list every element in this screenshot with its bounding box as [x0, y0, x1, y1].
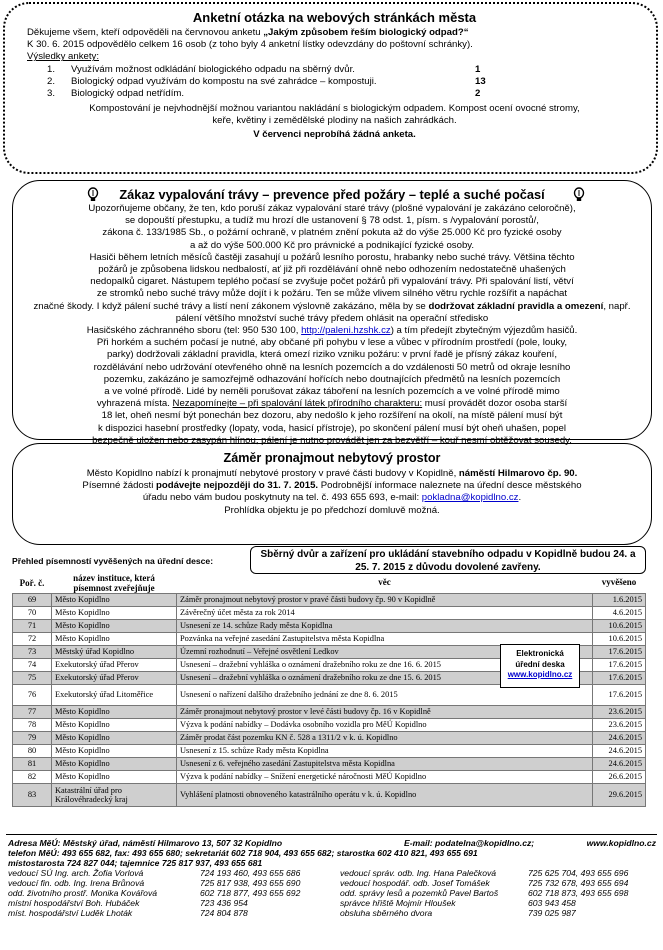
lease-line-2: Písemné žádosti podávejte nejpozději do 31. 7. 2015. Podrobnější informace naleznete na úřední desce městského	[82, 480, 582, 492]
fire-line: parky) dodržovali základní pravidla, která omezí riziko vzniku požáru: v první řadě je přísný zákaz kouření,	[106, 349, 558, 361]
survey-intro: Děkujeme všem, kteří odpověděli na červnovou anketu „Jakým způsobem řeším biologický odpad?“	[27, 27, 469, 38]
table-row: 81 Město Kopidlno Usnesení z 6. veřejného zasedání Zastupitelstva města Kopidlna 24.6.2015	[13, 758, 646, 771]
paleni-link[interactable]: http://paleni.hzshk.cz	[301, 325, 391, 337]
col-thing-header: věc	[378, 577, 391, 588]
table-row: 71 Město Kopidlno Usnesení ze 14. schůze Rady města Kopidlna 10.6.2015	[13, 620, 646, 633]
footer-deputy: místostarosta 724 827 044; tajemnice 725 817 937, 493 655 681	[8, 858, 263, 868]
col-inst-header: název instituce, která písemnost zveřejňuje	[73, 573, 155, 593]
fire-line: se dopouští přestupku, a tudíž mu hrozí dle ustanovení § 78 odst. 1, písm. s /vypalování porostů/,	[125, 215, 539, 227]
table-row: 74 Exekutorský úřad Přerov Usnesení – dražební vyhláška o oznámení dražebního roku ze dne 16. 6. 2015 17.6.2015	[13, 659, 646, 672]
survey-results	[27, 64, 642, 100]
table-row: 82 Město Kopidlno Výzva k podání nabídky – Snížení energetické náročnosti MěÚ Kopidlno 26.6.2015	[13, 771, 646, 784]
table-row: 76 Exekutorský úřad Litoměřice Usnesení o nařízení dalšího dražebního jednání ze dne 8. 6. 2015 17.6.2015	[13, 685, 646, 706]
table-row: 80 Město Kopidlno Usnesení z 15. schůze Rady města Kopidlna 24.6.2015	[13, 745, 646, 758]
footer-contacts	[8, 868, 656, 918]
board-label-1: Elektronická	[516, 649, 564, 658]
table-header-row	[13, 573, 646, 594]
table-row: 70 Město Kopidlno Závěrečný účet města za rok 2014 4.6.2015	[13, 607, 646, 620]
survey-summary-2: keře, květiny i zemědělské plodiny na našich zahrádkách.	[212, 114, 457, 126]
table-row: 72 Město Kopidlno Pozvánka na veřejné zasedání Zastupitelstva města Kopidlna 10.6.2015	[13, 633, 646, 646]
board-link[interactable]: www.kopidlno.cz	[507, 670, 573, 679]
fire-line: Hasiči během letních měsíců častěji zasahují u požárů lesního porostu, hrabanky nebo suché trávy. Většina těchto	[89, 251, 575, 263]
footer-email[interactable]: E-mail: podatelna@kopidlno.cz;	[404, 838, 535, 848]
footer	[8, 838, 656, 868]
table-row: 69 Město Kopidlno Záměr pronajmout nebytový prostor v pravé části budovy čp. 90 v Kopidlně 1.6.2015	[13, 594, 646, 607]
survey-results-label: Výsledky ankety:	[27, 51, 99, 63]
notices-heading: Přehled písemností vyvěšených na úřední desce:	[12, 556, 214, 566]
fire-line: a ve volné přírodě. Lidé by neměli porušovat zákaz táboření na lesních pozemcích a ve volné přírodě mimo	[104, 386, 560, 398]
col-num-header: Poř. č.	[19, 578, 45, 588]
fire-line: požárů je způsobena lidskou nedbalostí, ať již při rozdělávání ohně nebo odhozením nedostatečně uhašených	[98, 264, 566, 276]
fire-warning-line: vyhrazená místa. Nezapomínejte – při spalování látek přírodního charakteru: musí provádět dozor osoba starší	[96, 398, 568, 410]
fire-hzs-line: Hasičského záchranného sboru (tel: 950 530 100, http://paleni.hzshk.cz) a tím předejít zbytečným výjezdům hasičů.	[86, 325, 578, 337]
lightbulb-icon	[87, 187, 99, 208]
survey-result-item: 3. Biologický odpad netřídím. 2	[47, 87, 481, 99]
fire-line: nedopalků cigaret. Nástupem teplého počasí se zvyšuje počet požárů při vypalování trávy. Při spalování listí, větví	[90, 276, 574, 288]
survey-box	[3, 2, 658, 174]
lease-line-1: Město Kopidlno nabízí k pronajmutí nebytové prostory v pravé části budovy v Kopidlně, náměstí Hilmarovo čp. 90.	[86, 468, 578, 479]
contact-row: odd. životního prostř. Monika Kovářová 602 718 877, 493 655 692 odd. správy lesů a pozemků Pavel Bartoš 602 718 873, 493 655 698	[8, 888, 629, 898]
lightbulb-icon	[573, 187, 585, 208]
contact-row: vedoucí fin. odb. Ing. Irena Brůnová 725 817 938, 493 655 690 vedoucí hospodář. odb. Josef Tomášek 725 732 678, 493 655 694	[8, 878, 629, 888]
contact-row: míst. hospodářství Luděk Lhoták 724 804 878 obsluha sběrného dvora 739 025 987	[8, 908, 576, 918]
survey-title: Anketní otázka na webových stránkách města	[192, 10, 477, 25]
fire-line: pozemku, zakázáno je samozřejmě odhazování hořících nebo doutnajících předmětů na lesních pozemcích	[103, 373, 561, 385]
notices-table-wrap	[12, 573, 646, 807]
fire-line: k dispozici hasební prostředky (lopaty, voda, hasicí přístroje), po skončení pálení musí být oheň uhašen, popel	[97, 422, 567, 434]
lease-title: Záměr pronajmout nebytový prostor	[223, 451, 441, 465]
survey-date-line: K 30. 6. 2015 odpovědělo celkem 16 osob (z toho byly 4 anketní lístky odevzdány do poštovní schránky).	[27, 39, 473, 51]
fire-line: Upozorňujeme občany, že ten, kdo poruší zákaz vypalování staré trávy (plošné vypalování je zakázáno celoročně),	[88, 203, 576, 214]
table-row: 83 Katastrální úřad pro Královéhradecký kraj Vyhlášení platnosti obnoveného katastrálního operátu v k. ú. Kopidlno 29.6.2015	[13, 784, 646, 807]
table-row: 77 Město Kopidlno Záměr pronajmout nebytový prostor v levé části budovy čp. 16 v Kopidlně 23.6.2015	[13, 706, 646, 719]
contact-row: vedoucí SÚ Ing. arch. Žofia Vorlová 724 193 460, 493 655 686 vedoucí správ. odb. Ing. Hana Palečková 725 625 704, 493 655 696	[8, 868, 629, 878]
col-date-header: vyvěšeno	[601, 577, 637, 588]
board-label-2: úřední deska	[515, 659, 565, 669]
fire-line: rozdělávání nebo udržování otevřeného ohně na lesních pozemcích a do vzdálenosti 50 metrů od okraje lesního	[93, 361, 571, 373]
fire-line: ze stromků nebo suché trávy může dojít i k požáru. Ten se může vlivem silného větru rychle rozšířit a napáchat	[96, 288, 568, 300]
footer-web[interactable]: www.kopidlno.cz	[586, 838, 656, 848]
fire-line: Při horkém a suchém počasí je nutné, aby občané při pohybu v lese a vůbec v přírodním prostředí (pole, louky,	[96, 337, 568, 349]
yard-closure-notice: Sběrný dvůr a zařízení pro ukládání stavebního odpadu v Kopidlně budou 24. a 25. 7. 2015 z důvodu dovolené zavřeny.	[250, 546, 646, 574]
fire-line: bezpečně uložen nebo zasypán hlínou, pálení je nutno provádět jen za bezvětří – kouř nesmí obtěžovat sousedy.	[92, 434, 572, 446]
lease-line-3: úřadu nebo vám budou poskytnuty na tel. č. 493 655 693, e-mail: pokladna@kopidlno.cz.	[142, 492, 522, 504]
footer-address-row	[8, 838, 656, 848]
notices-table	[12, 573, 646, 807]
electronic-board-box	[500, 644, 580, 688]
table-row: 73 Městský úřad Kopidlno Územní rozhodnutí – Veřejné osvětlení Ledkov 17.6.2015	[13, 646, 646, 659]
fire-line: 18 let, oheň nesmí být ponechán bez dozoru, aby nedošlo k jeho rozšíření na okolí, na místě pálení musí být	[101, 410, 563, 422]
footer-phones: telefon MěÚ: 493 655 682, fax: 493 655 680; sekretariát 602 718 904, 493 655 682; starostka 602 410 821, 493 655 691	[8, 848, 478, 858]
footer-address: Adresa MěÚ: Městský úřad, náměstí Hilmarovo 13, 507 32 Kopidlno	[8, 838, 283, 848]
table-row: 79 Město Kopidlno Záměr prodat část pozemku KN č. 528 a 1311/2 v k. ú. Kopidlno 24.6.2015	[13, 732, 646, 745]
lease-line-4: Prohlídka objektu je po předchozí domluvě možná.	[224, 504, 440, 516]
fire-title: Zákaz vypalování trávy – prevence před požáry – teplé a suché počasí	[119, 187, 545, 202]
pokladna-email-link[interactable]: pokladna@kopidlno.cz	[421, 492, 519, 504]
table-row: 78 Město Kopidlno Výzva k podání nabídky – Dodávka osobního vozidla pro MěÚ Kopidlno 23.6.2015	[13, 719, 646, 732]
survey-summary-1: Kompostování je nejvhodnější možnou variantou nakládání s biologickým odpadem. Kompost ocení ovocné stromy,	[89, 102, 580, 114]
lease-box	[12, 443, 652, 545]
survey-result-item: 2. Biologický odpad využívám do kompostu na své zahrádce – kompostuji. 13	[47, 75, 486, 87]
survey-no-survey: V červenci neprobíhá žádná anketa.	[253, 129, 416, 141]
footer-rule	[6, 834, 657, 835]
table-row: 75 Exekutorský úřad Přerov Usnesení – dražební vyhláška o oznámení dražebního roku ze dne 15. 6. 2015 17.6.2015	[13, 672, 646, 685]
fire-line: zákona č. 133/1985 Sb., o požární ochraně, v platném znění pokuta až do výše 25.000 Kč pro fyzické osoby	[102, 227, 562, 239]
contact-row: místní hospodářství Boh. Hubáček 723 436 954 správce hřiště Mojmír Hloušek 603 943 458	[8, 898, 576, 908]
survey-result-item: 1. Využívám možnost odkládání biologického odpadu na sběrný dvůr. 1	[47, 63, 481, 75]
fire-ban-box	[12, 180, 652, 446]
fire-line: a až do výše 500.000 Kč pro právnické a podnikající fyzické osoby.	[189, 239, 475, 251]
fire-rules-line: značné škody. I když pálení suché trávy a listí není zákonem výslovně zakázáno, měla by se dodržovat základní pravidla a omezení, např. pálení většího množství suché trávy předem ohlásit na operační středisko	[33, 300, 631, 324]
